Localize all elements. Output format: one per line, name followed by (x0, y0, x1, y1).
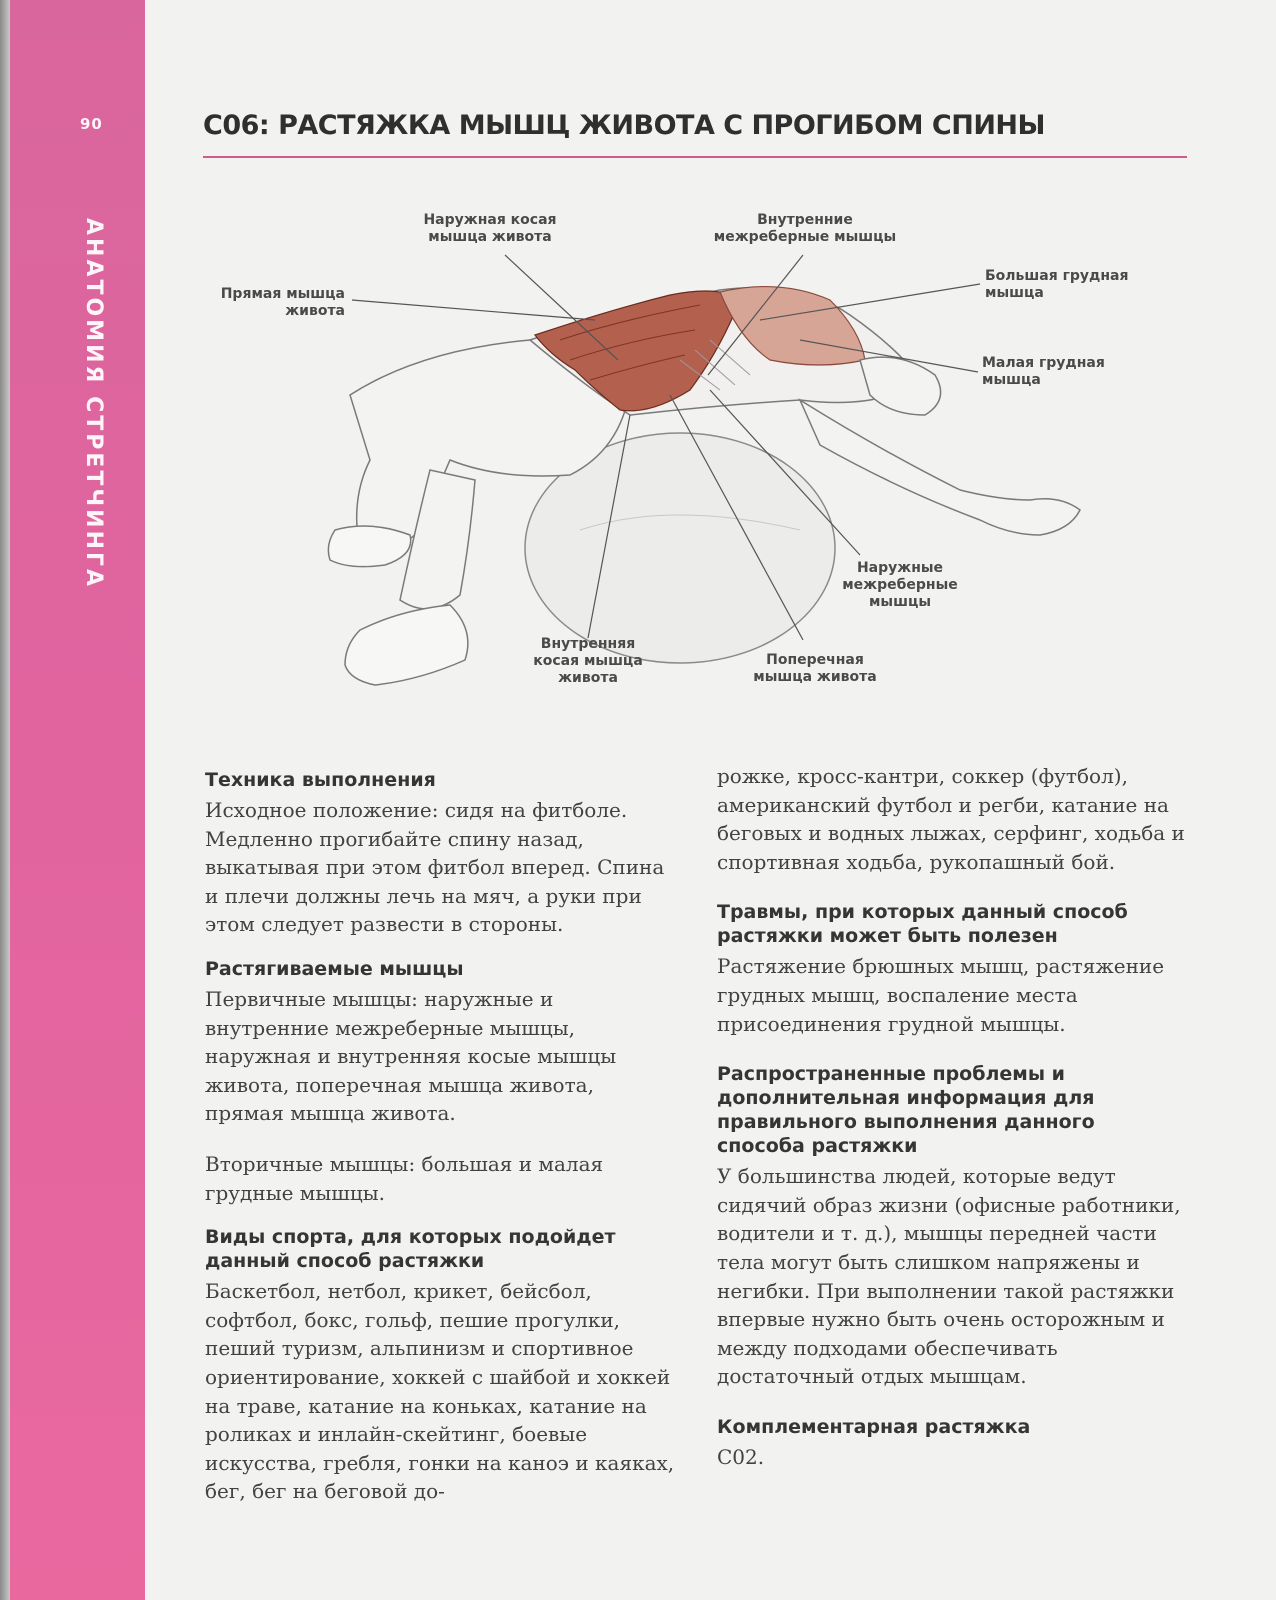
page-gutter-shadow (0, 0, 10, 1600)
muscles-secondary-text: Вторичные мышцы: большая и малая грудные мышцы. (205, 1151, 604, 1205)
shoe-back (328, 526, 410, 567)
label-pectoralis-minor: Малая грудная мышца (982, 355, 1105, 388)
injuries-title: Травмы, при которых данный способ растяжки может быть полезен (717, 901, 1128, 948)
sports-text: Баскетбол, нетбол, крикет, бейсбол, софтбол, бокс, гольф, пешие прогулки, пеший туризм, альпинизм и спортивное ориентирование, хоккей с шайбой и хоккей на траве, катание на коньках, катание на роликах и инлайн-скейтинг, боевые искусства, гребля, гонки на каноэ и каяках, бег, бег на беговой до- (205, 1279, 675, 1504)
head (860, 357, 941, 415)
label-rectus-abdominis: Прямая мышца живота (220, 286, 345, 319)
shoe-front (345, 605, 468, 685)
label-external-oblique: Наружная косая мышца живота (423, 212, 557, 245)
label-pectoralis-major: Большая грудная мышца (985, 268, 1129, 301)
label-internal-oblique: Внутренняя косая мышца живота (533, 636, 643, 686)
title-rule (203, 156, 1187, 158)
sports-continued-text: рожке, кросс-кантри, соккер (футбол), американский футбол и регби, катание на беговых и водных лыжах, серфинг, ходьба и спортивная ходьба, рукопашный бой. (717, 764, 1185, 874)
page-number: 90 (80, 115, 103, 133)
side-color-band (10, 0, 145, 1600)
side-section-title: АНАТОМИЯ СТРЕТЧИНГА (81, 218, 106, 590)
sports-title: Виды спорта, для которых подойдет данный способ растяжки (205, 1226, 616, 1273)
arm (800, 400, 1080, 535)
right-column (717, 764, 1187, 1472)
technique-title: Техника выполнения (205, 769, 436, 791)
anatomy-illustration (200, 200, 1190, 730)
page-title: С06: РАСТЯЖКА МЫШЦ ЖИВОТА С ПРОГИБОМ СПИНЫ (203, 110, 1045, 141)
muscles-title: Растягиваемые мышцы (205, 957, 464, 980)
complementary-text: С02. (717, 1444, 765, 1469)
problems-title: Распространенные проблемы и дополнительная информация для правильного выполнения данного способа растяжки (717, 1063, 1095, 1158)
muscles-primary-text: Первичные мышцы: наружные и внутренние межреберные мышцы, наружная и внутренняя косые мышцы живота, поперечная мышца живота, прямая мышца живота. (205, 986, 617, 1126)
left-column (205, 768, 675, 1506)
problems-text: У большинства людей, которые ведут сидячий образ жизни (офисные работники, водители и т. д.), мышцы передней части тела могут быть слишком напряжены и негибки. При выполнении такой растяжки впервые нужно быть очень осторожным и между подходами обеспечивать достаточный отдых мышцам. (717, 1164, 1181, 1389)
complementary-title: Комплементарная растяжка (717, 1415, 1031, 1438)
label-internal-intercostal: Внутренние межреберные мышцы (713, 212, 897, 245)
injuries-text: Растяжение брюшных мышц, растяжение грудных мышц, воспаление места присоединения грудной мышцы. (717, 954, 1165, 1036)
label-external-intercostal: Наружные межреберные мышцы (842, 560, 958, 610)
technique-text: Исходное положение: сидя на фитболе. Медленно прогибайте спину назад, выкатывая при этом фитбол вперед. Спина и плечи должны лечь на мяч, а руки при этом следует развести в стороны. (205, 798, 665, 937)
label-transversus: Поперечная мышца живота (753, 652, 877, 685)
